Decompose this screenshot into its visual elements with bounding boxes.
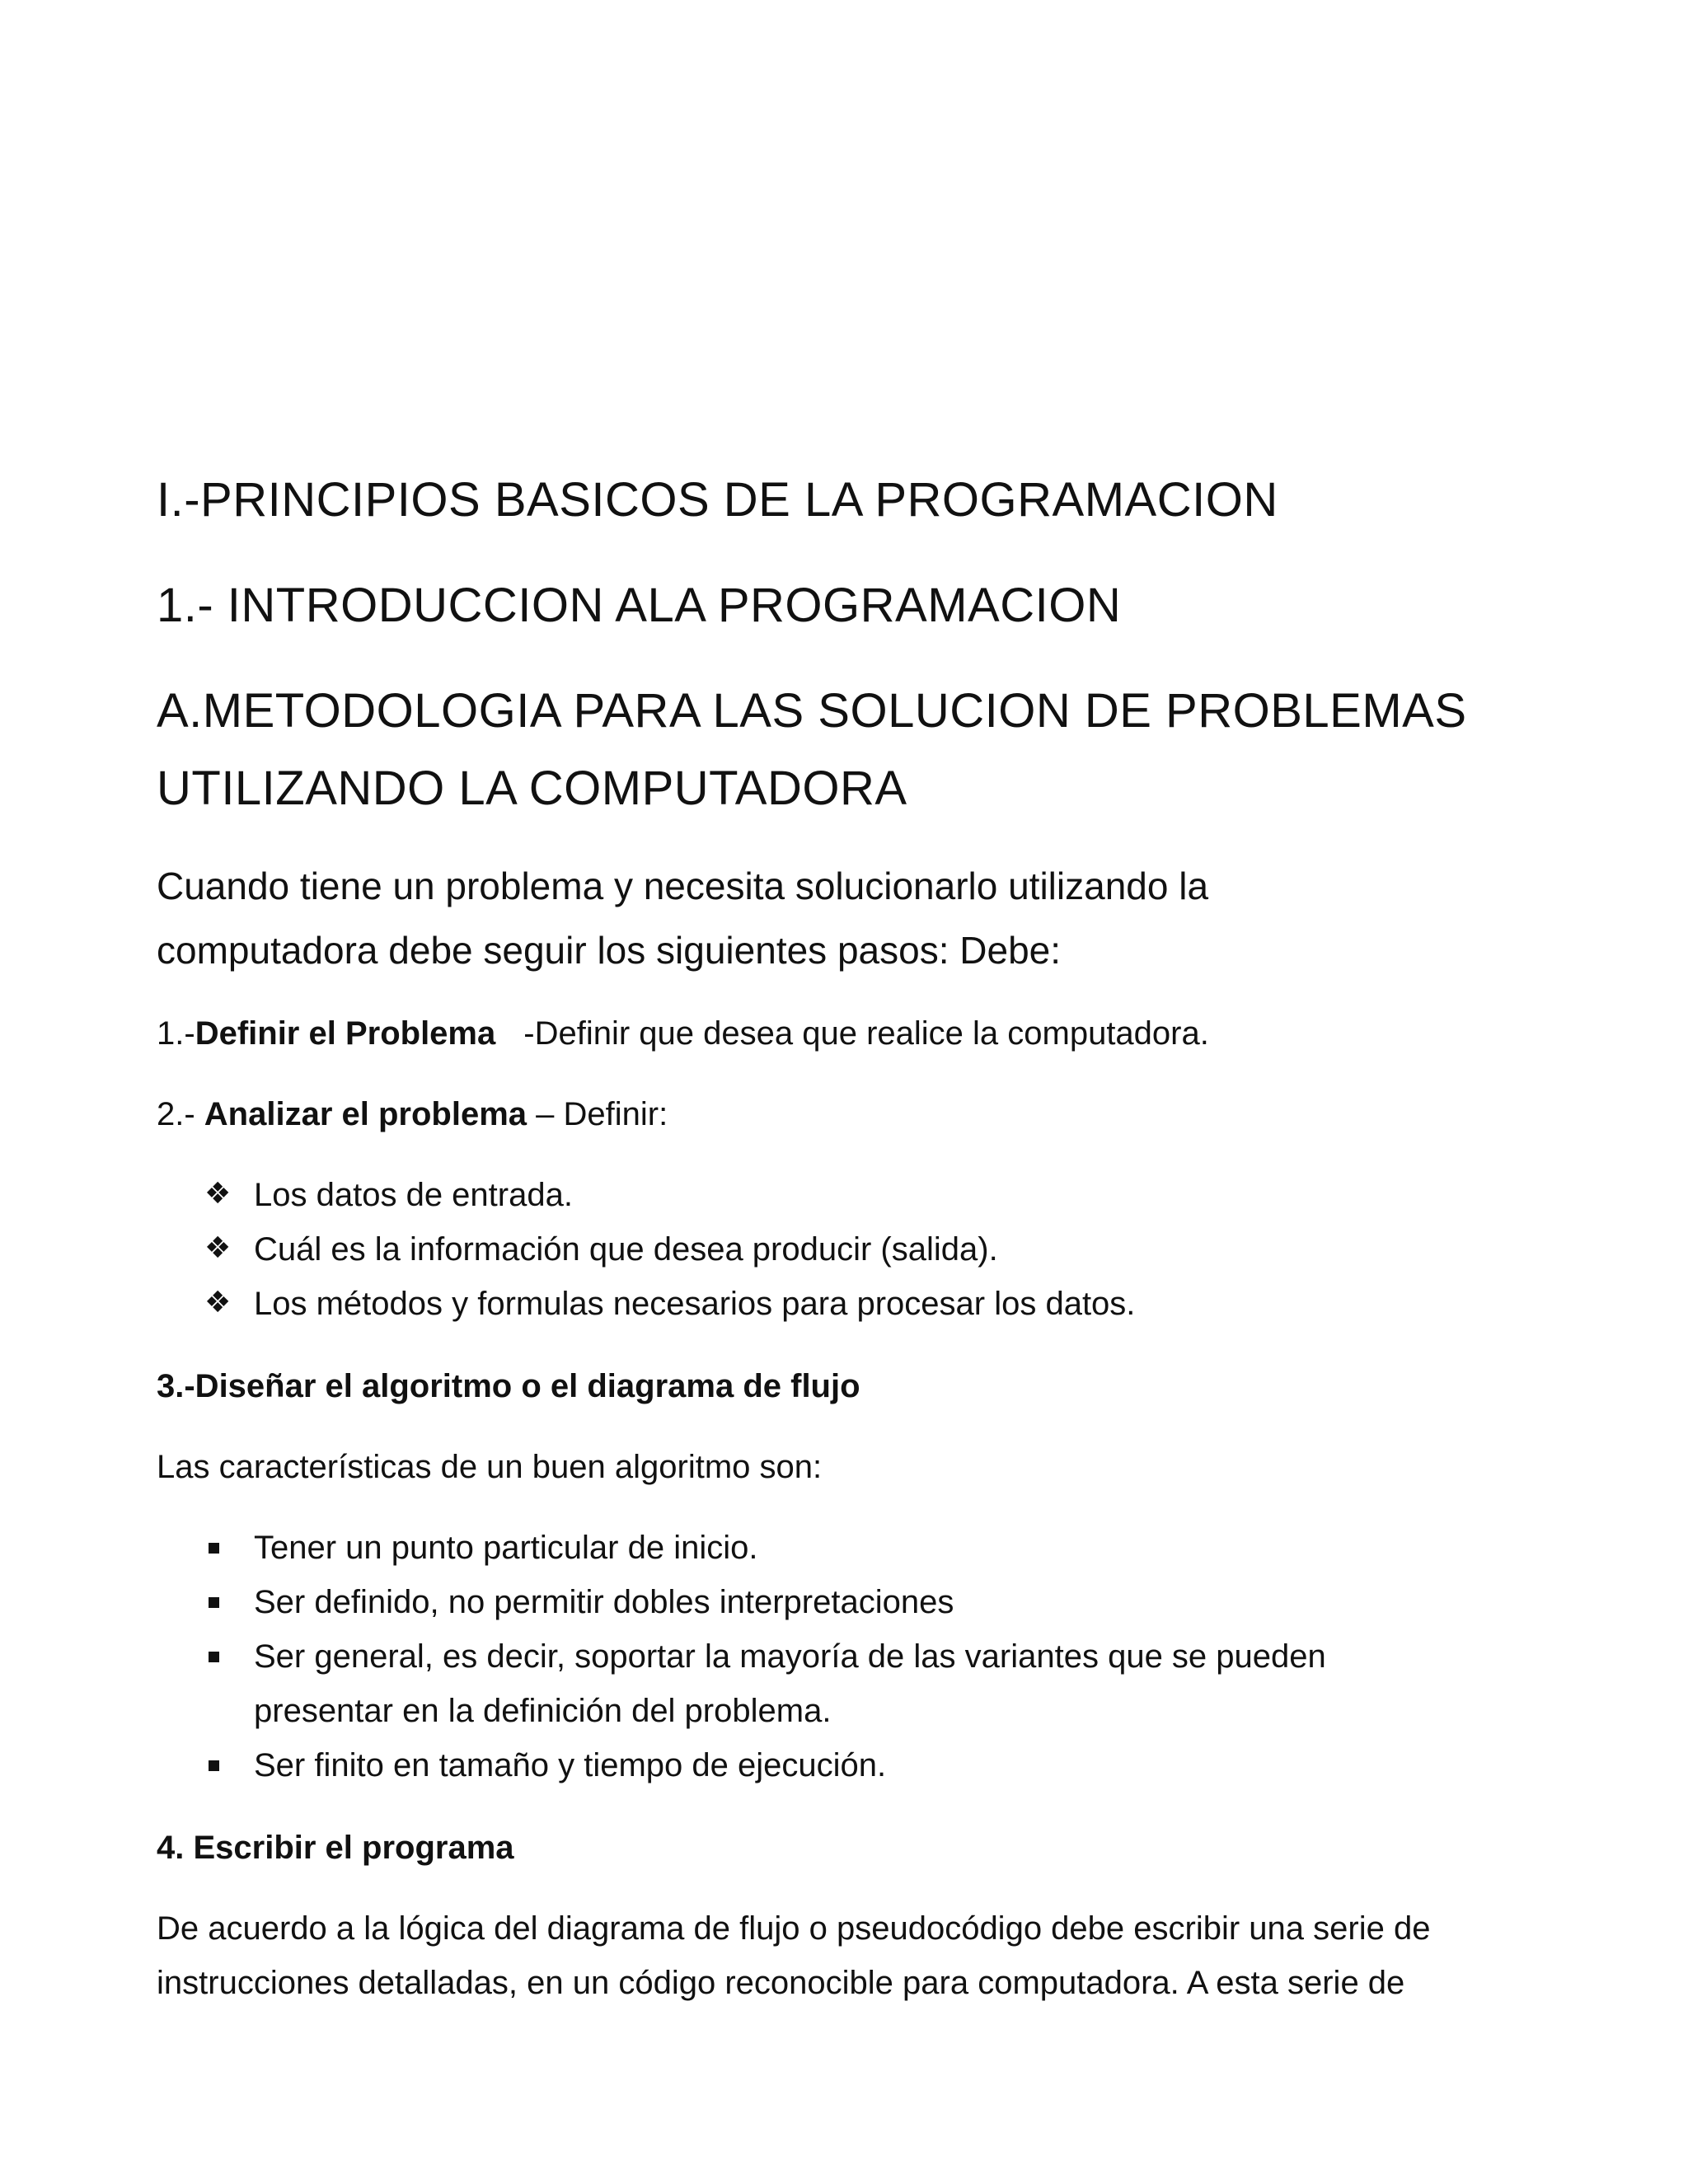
square-bullet-icon <box>209 1543 219 1554</box>
list-item-text: Los métodos y formulas necesarios para procesar los datos. <box>254 1286 1136 1322</box>
step-1 <box>157 1017 1209 1050</box>
intro-line-1: Cuando tiene un problema y necesita solucionarlo utilizando la <box>157 865 1209 907</box>
step-4-line-2: instrucciones detalladas, en un código reconocible para computadora. A esta serie de <box>157 1965 1405 2001</box>
diamond-bullet-icon: ❖ <box>204 1230 232 1264</box>
step-2-text: – Definir: <box>527 1096 668 1132</box>
square-bullet-icon <box>209 1652 219 1662</box>
step-1-number: 1.- <box>157 1015 195 1052</box>
list-item-text: Ser general, es decir, soportar la mayoría de las variantes que se pueden <box>254 1638 1326 1675</box>
topic-title-line-2: UTILIZANDO LA COMPUTADORA <box>157 762 907 815</box>
step-1-title: Definir el Problema <box>195 1015 496 1052</box>
step-2 <box>157 1098 668 1131</box>
diamond-bullet-icon: ❖ <box>204 1285 232 1319</box>
list-item-text: Los datos de entrada. <box>254 1177 573 1213</box>
list-item-text: Tener un punto particular de inicio. <box>254 1530 758 1566</box>
topic-title-line-1: A.METODOLOGIA PARA LAS SOLUCION DE PROBLEMAS <box>157 684 1467 738</box>
subsection-title: 1.- INTRODUCCION ALA PROGRAMACION <box>157 579 1122 632</box>
step-4-title-text: 4. Escribir el programa <box>157 1830 514 1866</box>
square-bullet-icon <box>209 1597 219 1608</box>
step-2-title: Analizar el problema <box>204 1096 528 1132</box>
diamond-bullet-icon: ❖ <box>204 1176 232 1210</box>
square-bullet-icon <box>209 1760 219 1771</box>
list-item-text: Ser finito en tamaño y tiempo de ejecución. <box>254 1747 887 1783</box>
list-item-text: Cuál es la información que desea producir (salida). <box>254 1231 998 1268</box>
step-4-title <box>157 1831 514 1864</box>
list-item-text: Ser definido, no permitir dobles interpretaciones <box>254 1584 954 1620</box>
step-2-number: 2.- <box>157 1096 204 1132</box>
intro-line-2: computadora debe seguir los siguientes pasos: Debe: <box>157 929 1062 972</box>
step-1-text: -Definir que desea que realice la computadora. <box>523 1015 1209 1052</box>
step-3-title <box>157 1370 860 1403</box>
step-3-intro: Las características de un buen algoritmo son: <box>157 1449 823 1485</box>
step-3-title-text: 3.-Diseñar el algoritmo o el diagrama de flujo <box>157 1368 860 1404</box>
list-item-text: presentar en la definición del problema. <box>254 1693 832 1729</box>
section-title: I.-PRINCIPIOS BASICOS DE LA PROGRAMACION <box>157 473 1278 527</box>
step-4-line-1: De acuerdo a la lógica del diagrama de flujo o pseudocódigo debe escribir una serie de <box>157 1910 1431 1947</box>
